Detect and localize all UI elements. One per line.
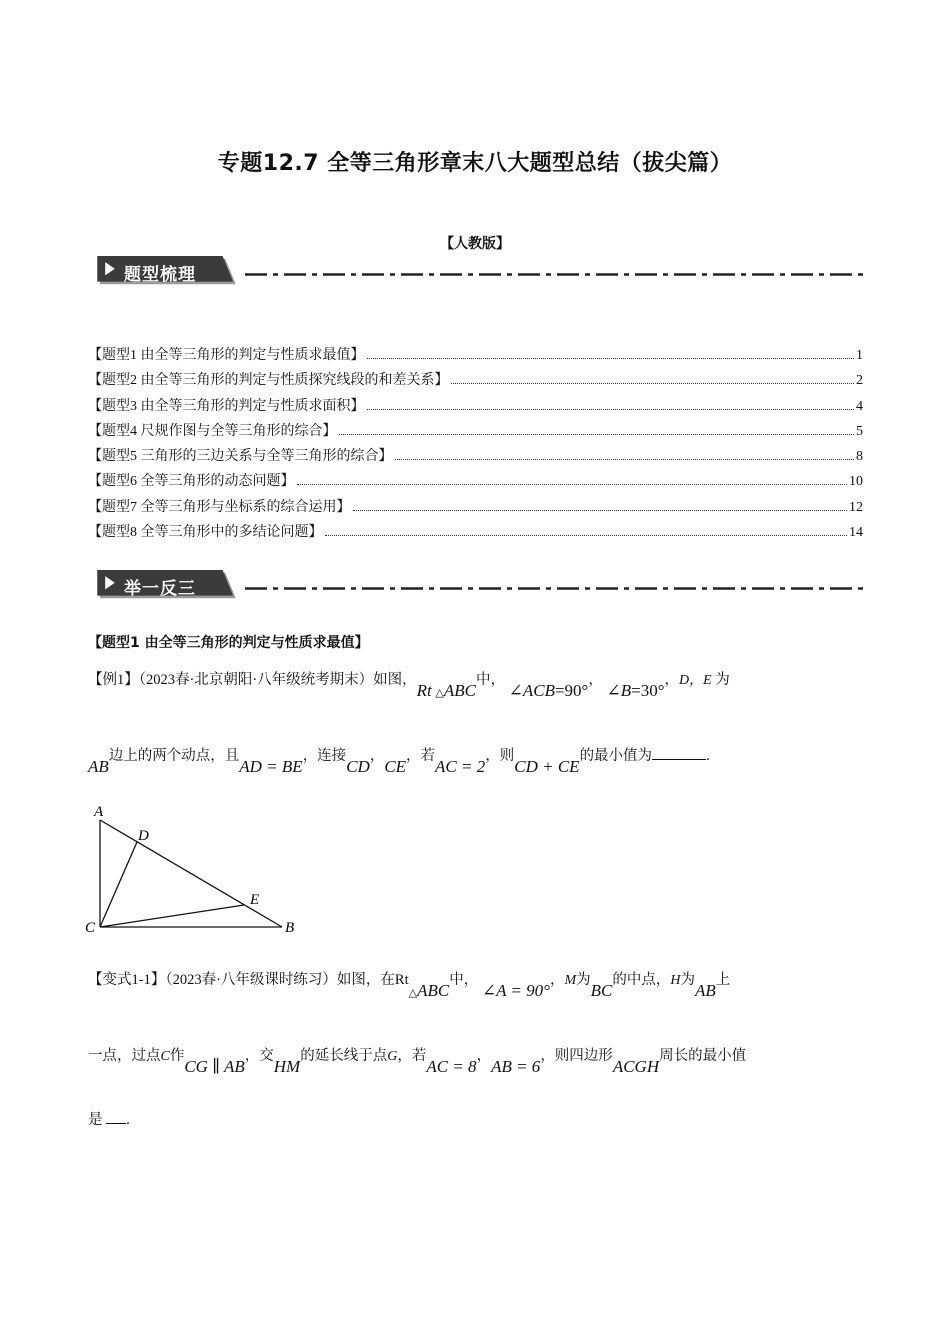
- math-ac8: AC = 8: [426, 1057, 477, 1076]
- angle-symbol: ∠: [606, 681, 621, 700]
- math-ab: AB: [88, 757, 109, 776]
- toc-item-page: 1: [856, 348, 863, 363]
- answer-blank[interactable]: [652, 759, 706, 760]
- toc-item-label: 【题型3 由全等三角形的判定与性质求面积】: [88, 398, 365, 414]
- math-bc: BC: [590, 981, 613, 1000]
- edition-label: 【人教版】: [440, 236, 510, 252]
- toc-item-label: 【题型7 全等三角形与坐标系的综合运用】: [88, 499, 351, 515]
- point-label-b: B: [285, 920, 295, 936]
- text: 边上的两个动点，且: [108, 748, 240, 764]
- text: 中，: [475, 672, 505, 688]
- example1-line1: [88, 668, 863, 700]
- toc-item[interactable]: [88, 521, 863, 546]
- point-label-d: D: [138, 828, 149, 844]
- math-acgh: ACGH: [612, 1057, 660, 1076]
- text: 作: [169, 1048, 185, 1064]
- section-bar-review: [88, 256, 863, 290]
- text: ，则四边形: [540, 1048, 613, 1064]
- example-label: 【例1】: [88, 672, 139, 688]
- text: ，若: [406, 748, 436, 764]
- math-de: D，E: [679, 673, 712, 688]
- text: ，: [664, 672, 679, 688]
- math-eq30: =30°: [631, 681, 665, 700]
- example-source: （2023春·北京朝阳·八年级统考期末）如图，: [138, 672, 417, 688]
- math-g: G: [387, 1049, 398, 1064]
- math-cgab: CG ∥ AB: [184, 1057, 245, 1076]
- triangle-symbol: △: [408, 987, 418, 999]
- toc-item-page: 10: [849, 474, 863, 490]
- math-cd: CD: [346, 757, 370, 776]
- section-dash-line: [245, 587, 863, 590]
- toc-item-page: 14: [849, 525, 863, 541]
- text: 的延长线于点: [300, 1048, 388, 1064]
- text: 周长的最小值: [659, 1048, 747, 1064]
- triangle-symbol: △: [435, 687, 444, 699]
- text: .: [706, 748, 710, 764]
- math-b: B: [620, 681, 632, 700]
- toc-item[interactable]: [88, 470, 863, 495]
- text: 上: [715, 972, 731, 988]
- toc-item-label: 【题型1 由全等三角形的判定与性质求最值】: [88, 348, 365, 363]
- toc-item[interactable]: [88, 445, 863, 470]
- text: ，连接: [302, 748, 347, 764]
- math-cdce: CD + CE: [514, 757, 580, 776]
- point-label-a: A: [94, 804, 104, 820]
- triangle-figure: [80, 800, 300, 940]
- math-ce: CE: [384, 757, 407, 776]
- math-ab: AB: [694, 981, 716, 1000]
- math-rt: Rt: [416, 681, 432, 700]
- point-label-e: E: [250, 892, 260, 908]
- variant-line3: [88, 1108, 863, 1129]
- toc-item-page: 12: [849, 499, 863, 515]
- text: 的最小值为: [579, 748, 653, 764]
- text: ，则: [485, 748, 515, 764]
- toc-item[interactable]: [88, 420, 863, 445]
- text: 是: [88, 1112, 103, 1128]
- toc-item-page: 8: [856, 449, 863, 465]
- section-bar-practice: [88, 570, 863, 604]
- math-a90: A = 90°: [496, 981, 550, 1000]
- question-type-heading: 【题型1 由全等三角形的判定与性质求最值】: [88, 635, 369, 651]
- variant-line2: 一点，过点C作CG ∥ AB，交HM的延长线于点G，若AC = 8，AB = 6，则四边形ACGH周长的最小值: [88, 1048, 747, 1076]
- toc-item-page: 4: [856, 398, 863, 414]
- text: .: [126, 1112, 130, 1128]
- toc-item[interactable]: [88, 395, 863, 420]
- text: 一点，过点: [88, 1048, 161, 1064]
- toc-item-label: 【题型8 全等三角形中的多结论问题】: [88, 525, 323, 541]
- math-c: C: [160, 1049, 170, 1064]
- toc-item-page: 5: [856, 423, 863, 439]
- toc-item-page: 2: [856, 373, 863, 389]
- math-h: H: [670, 973, 681, 988]
- variant-source: （2023春·八年级课时练习）如图，在Rt: [165, 972, 409, 988]
- table-of-contents: [88, 344, 863, 546]
- toc-item[interactable]: [88, 496, 863, 521]
- example1-line2: [88, 744, 863, 776]
- math-ab6: AB = 6: [491, 1057, 541, 1076]
- toc-item-label: 【题型4 尺规作图与全等三角形的综合】: [88, 423, 337, 439]
- text: 为: [576, 972, 591, 988]
- text: 为: [680, 972, 695, 988]
- variant-line1: 【变式1-1】（2023春·八年级课时练习）如图，在Rt△ABC中， ∠A = 90°，M为BC的中点，H为AB上: [88, 972, 731, 1000]
- section-dash-line: [245, 273, 863, 276]
- angle-symbol: ∠: [481, 981, 497, 1000]
- math-eq90: =90°: [554, 681, 589, 700]
- text: ，交: [244, 1048, 274, 1064]
- section-title-practice: 举一反三: [124, 579, 196, 599]
- math-adbe: AD = BE: [239, 757, 303, 776]
- text: ，若: [397, 1048, 427, 1064]
- answer-blank[interactable]: [106, 1123, 126, 1124]
- toc-item[interactable]: [88, 369, 863, 394]
- math-abc: ABC: [443, 681, 476, 700]
- toc-item[interactable]: [88, 344, 863, 369]
- text: 中，: [449, 972, 479, 988]
- math-acb: ACB: [522, 681, 555, 700]
- variant-label: 【变式1-1】: [88, 972, 166, 988]
- text: 为: [715, 672, 730, 688]
- math-m: M: [564, 973, 577, 988]
- text: ，: [369, 748, 385, 764]
- math-hm: HM: [273, 1057, 301, 1076]
- section-title-review: 题型梳理: [124, 265, 196, 285]
- math-abc: ABC: [417, 981, 450, 1000]
- text: 的中点，: [612, 972, 671, 988]
- toc-item-label: 【题型5 三角形的三边关系与全等三角形的综合】: [88, 449, 393, 465]
- toc-item-label: 【题型6 全等三角形的动态问题】: [88, 474, 295, 490]
- point-label-c: C: [85, 920, 96, 936]
- page-title: 专题12.7 全等三角形章末八大题型总结（拔尖篇）: [217, 151, 733, 176]
- angle-symbol: ∠: [508, 681, 523, 700]
- toc-item-label: 【题型2 由全等三角形的判定与性质探究线段的和差关系】: [88, 373, 449, 389]
- math-ac2: AC = 2: [435, 757, 486, 776]
- text: ，: [588, 672, 603, 688]
